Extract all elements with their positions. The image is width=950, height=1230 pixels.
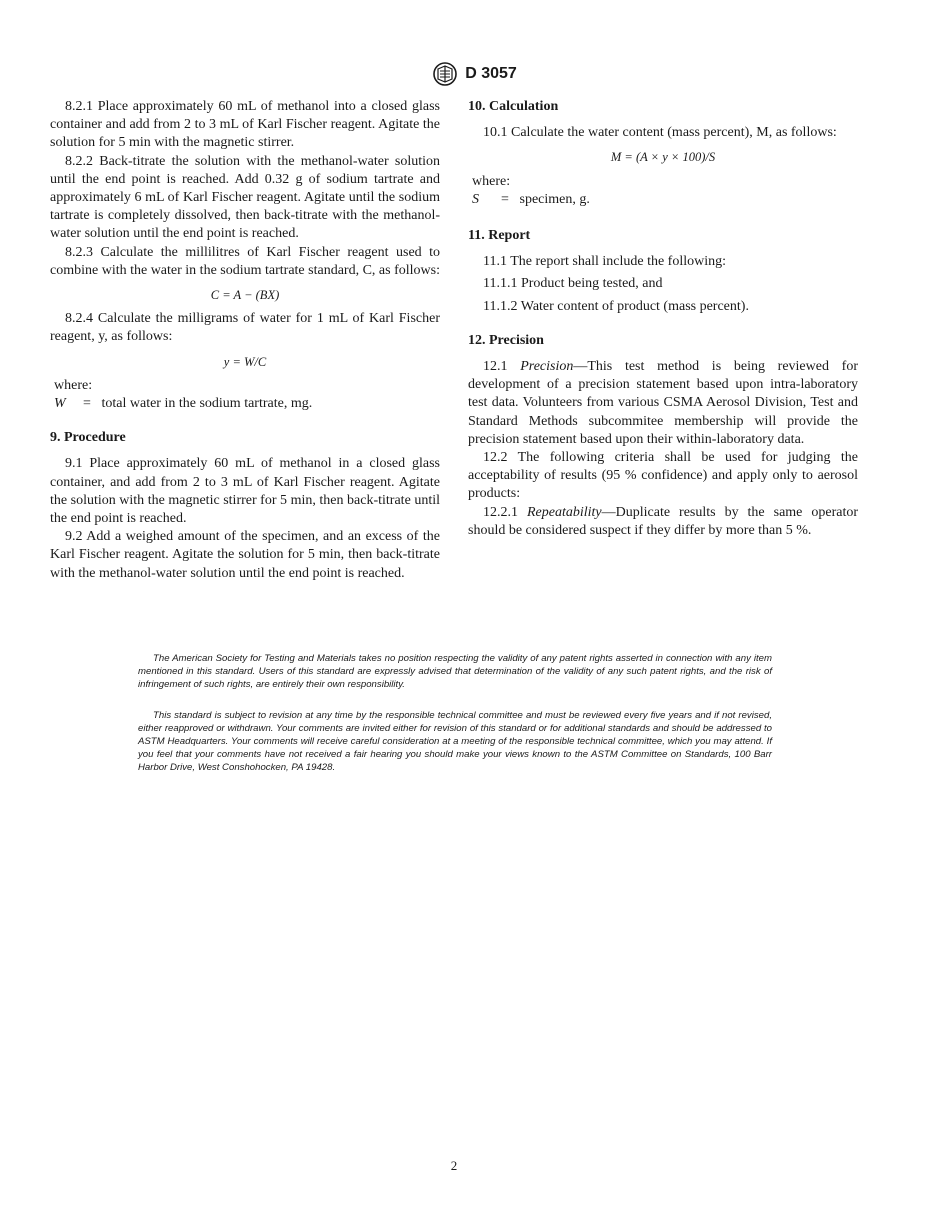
equation-c: C = A − (BX) bbox=[210, 288, 280, 303]
astm-logo-icon bbox=[433, 62, 457, 86]
section-heading-precision: 12. Precision bbox=[468, 332, 544, 348]
notice-text: The American Society for Testing and Materials takes no position respecting the validity of any patent rights asserted in connection with any item mentioned in this standard. Users of this standard are expressly advised that determination of the validity of any such patent rights, and the risk of infringement of such rights, are entirely their own responsibility. bbox=[138, 653, 772, 690]
paragraph-10-1: 10.1 Calculate the water content (mass percent), M, as follows: bbox=[483, 125, 837, 141]
where-label: where: bbox=[472, 173, 511, 189]
equals-sign: = bbox=[83, 396, 91, 412]
paragraph-number: 12.2.1 bbox=[483, 504, 518, 520]
notice-text: This standard is subject to revision at any time by the responsible technical committee and must be reviewed every five years and if not revised, either reapproved or withdrawn. Your comments are invited either for revision of this standard or for additional standards and should be addressed to ASTM Headquarters. Your comments will receive careful consideration at a meeting of the responsible technical committee, which you may attend. If you feel that your comments have not received a fair hearing you should make your views known to the ASTM Committee on Standards, 100 Barr Harbor Drive, West Conshohocken, PA 19428. bbox=[138, 710, 772, 773]
term-repeatability: Repeatability bbox=[526, 504, 602, 520]
report-item-11-1-2: 11.1.2 Water content of product (mass percent). bbox=[483, 298, 749, 314]
right-column bbox=[468, 98, 858, 540]
paragraph-8-2-2: 8.2.2 Back-titrate the solution with the methanol-water solution until the end point is reached. Add 0.32 g of sodium tartrate and approximately 6 mL of Karl Fischer reagent. Agitate until the sodium tartrate is completely dissolved, then back-titrate with the methanol-water solution until the end point is reached. bbox=[50, 153, 440, 242]
paragraph-12-2: 12.2 The following criteria shall be used for judging the acceptability of results (95 % confidence) and apply only to aerosol products: bbox=[468, 450, 858, 502]
section-heading-calculation: 10. Calculation bbox=[468, 99, 559, 114]
term-precision: Precision bbox=[520, 359, 574, 375]
standard-code: D 3057 bbox=[465, 65, 517, 82]
paragraph-9-1: 9.1 Place approximately 60 mL of methanol in a closed glass container, and add from 2 to 3 mL of Karl Fischer reagent. Agitate the solution with the magnetic stirrer for 5 min, then back-titrate until the end point is reached. bbox=[50, 456, 440, 527]
where-label: where: bbox=[54, 377, 93, 393]
paragraph-9-2: 9.2 Add a weighed amount of the specimen, and an excess of the Karl Fischer reagent. Agitate the solution for 5 min, then back-titrate with the methanol-water solution until the end point is reached. bbox=[50, 529, 440, 581]
variable-symbol: W bbox=[54, 396, 66, 412]
report-item-11-1-1: 11.1.1 Product being tested, and bbox=[483, 276, 663, 292]
section-heading-report: 11. Report bbox=[468, 228, 531, 244]
paragraph-8-2-4: 8.2.4 Calculate the milligrams of water for 1 mL of Karl Fischer reagent, y, as follows: bbox=[50, 311, 440, 345]
variable-description: total water in the sodium tartrate, mg. bbox=[101, 396, 313, 412]
paragraph-12-2-1 bbox=[468, 504, 858, 540]
variable-definition-w bbox=[50, 395, 440, 413]
patent-notice bbox=[138, 652, 772, 691]
left-column bbox=[50, 98, 440, 583]
revision-notice bbox=[138, 709, 772, 774]
page-number: 2 bbox=[450, 1158, 458, 1173]
variable-definition-s bbox=[468, 191, 858, 209]
report-item-11-1: 11.1 The report shall include the following: bbox=[483, 254, 727, 270]
equation-m: M = (A × y × 100)/S bbox=[610, 150, 716, 165]
paragraph-8-2-3: 8.2.3 Calculate the millilitres of Karl Fischer reagent used to combine with the water in the sodium tartrate standard, C, as follows: bbox=[50, 244, 440, 278]
paragraph-12-1 bbox=[468, 358, 858, 449]
page-header bbox=[0, 62, 950, 86]
equals-sign: = bbox=[501, 191, 509, 207]
paragraph-body: —Duplicate results by the same operator should be considered suspect if they differ by more than 5 %. bbox=[468, 504, 859, 538]
paragraph-body: —This test method is being reviewed for development of a precision statement based upon intra-laboratory test data. Volunteers from various CSMA Aerosol Division, Test and Standard Methods subcommitee membership will provide the precision statement based upon their within-laboratory data. bbox=[468, 359, 858, 447]
variable-description: specimen, g. bbox=[519, 191, 590, 207]
section-heading-procedure: 9. Procedure bbox=[50, 430, 126, 446]
equation-y: y = W/C bbox=[223, 354, 267, 369]
paragraph-number: 12.1 bbox=[483, 359, 508, 375]
variable-symbol: S bbox=[472, 191, 479, 207]
paragraph-8-2-1: 8.2.1 Place approximately 60 mL of methanol into a closed glass container and add from 2 to 3 mL of Karl Fischer reagent. Agitate the solution for 5 min with the magnetic stirrer. bbox=[50, 99, 440, 151]
